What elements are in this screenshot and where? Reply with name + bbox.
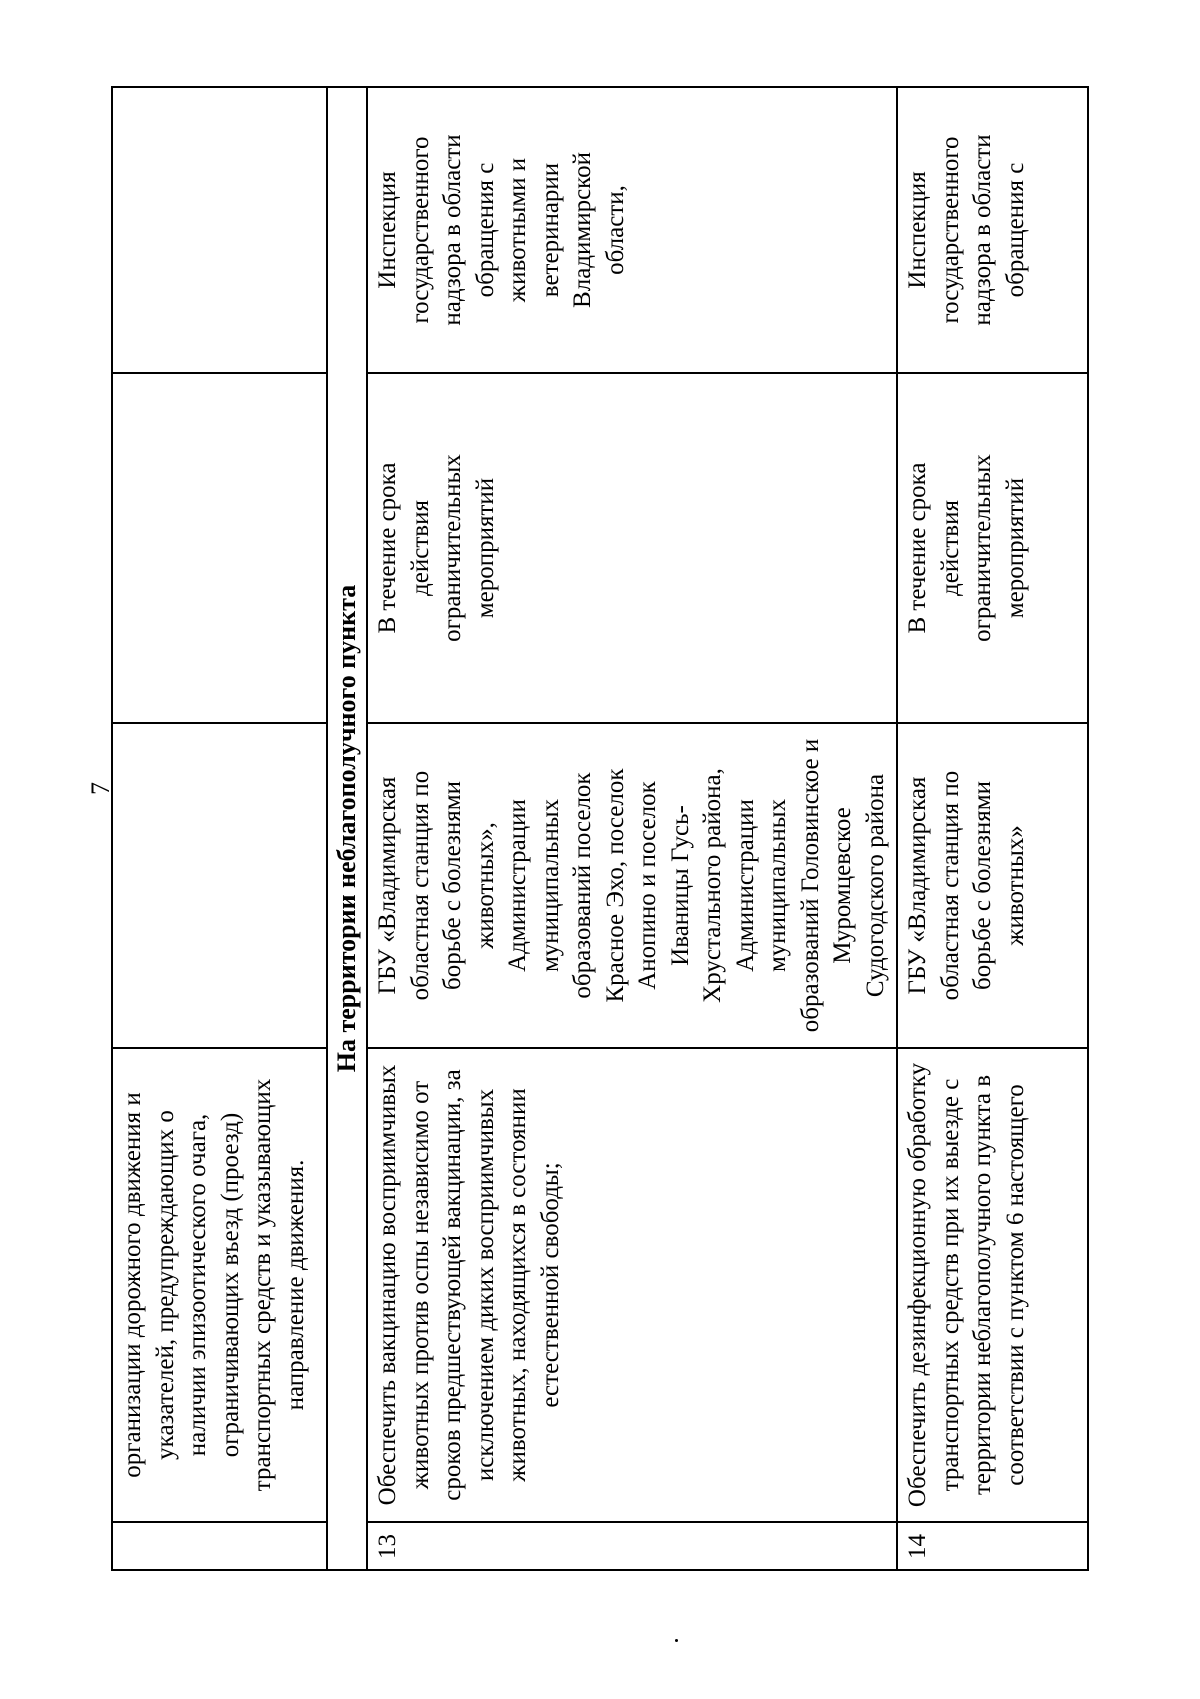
section-row xyxy=(327,87,367,1570)
control-cell: Инспекция государственного надзора в области обращения с животными и ветеринарии Владимирской области, xyxy=(367,87,897,373)
section-title: На территории неблагополучного пункта xyxy=(327,87,367,1570)
executor-cell: ГБУ «Владимирская областная станция по борьбе с болезнями животных» xyxy=(897,723,1088,1048)
row-number-cell: 14 xyxy=(897,1522,1088,1570)
table-row xyxy=(897,87,1088,1570)
scan-speck xyxy=(675,1639,678,1642)
term-cell: В течение срока действия ограничительных мероприятий xyxy=(897,373,1088,723)
measure-cell: Обеспечить дезинфекционную обработку транспортных средств при их выезде с территории неблагополучного пункта в соответствии с пунктом 6 настоящего xyxy=(897,1048,1088,1522)
executor-cell: ГБУ «Владимирская областная станция по борьбе с болезнями животных», Администрации муниципальных образований поселок Красное Эхо, поселок Анопино и поселок Иваницы Гусь- Хрустального района, Администрации муниципальных образований Головинское и Муромцевское Судогодского района xyxy=(367,723,897,1048)
term-cell: В течение срока действия ограничительных мероприятий xyxy=(367,373,897,723)
executor-cell xyxy=(112,723,327,1048)
table-row xyxy=(367,87,897,1570)
measures-table xyxy=(111,86,1089,1571)
control-cell xyxy=(112,87,327,373)
measure-cell: Обеспечить вакцинацию восприимчивых животных против оспы независимо от сроков предшествующей вакцинации, за исключением диких восприимчивых животных, находящихся в состоянии естественной свободы; xyxy=(367,1048,897,1522)
row-number-cell xyxy=(112,1522,327,1570)
measure-cell: организации дорожного движения и указателей, предупреждающих о наличии эпизоотического очага, ограничивающих въезд (проезд) транспортных средств и указывающих направление движения. xyxy=(112,1048,327,1522)
page-number: 7 xyxy=(86,782,115,795)
control-cell: Инспекция государственного надзора в области обращения с xyxy=(897,87,1088,373)
term-cell xyxy=(112,373,327,723)
row-number-cell: 13 xyxy=(367,1522,897,1570)
table-row xyxy=(112,87,327,1570)
rotated-table-container xyxy=(111,88,1089,1571)
